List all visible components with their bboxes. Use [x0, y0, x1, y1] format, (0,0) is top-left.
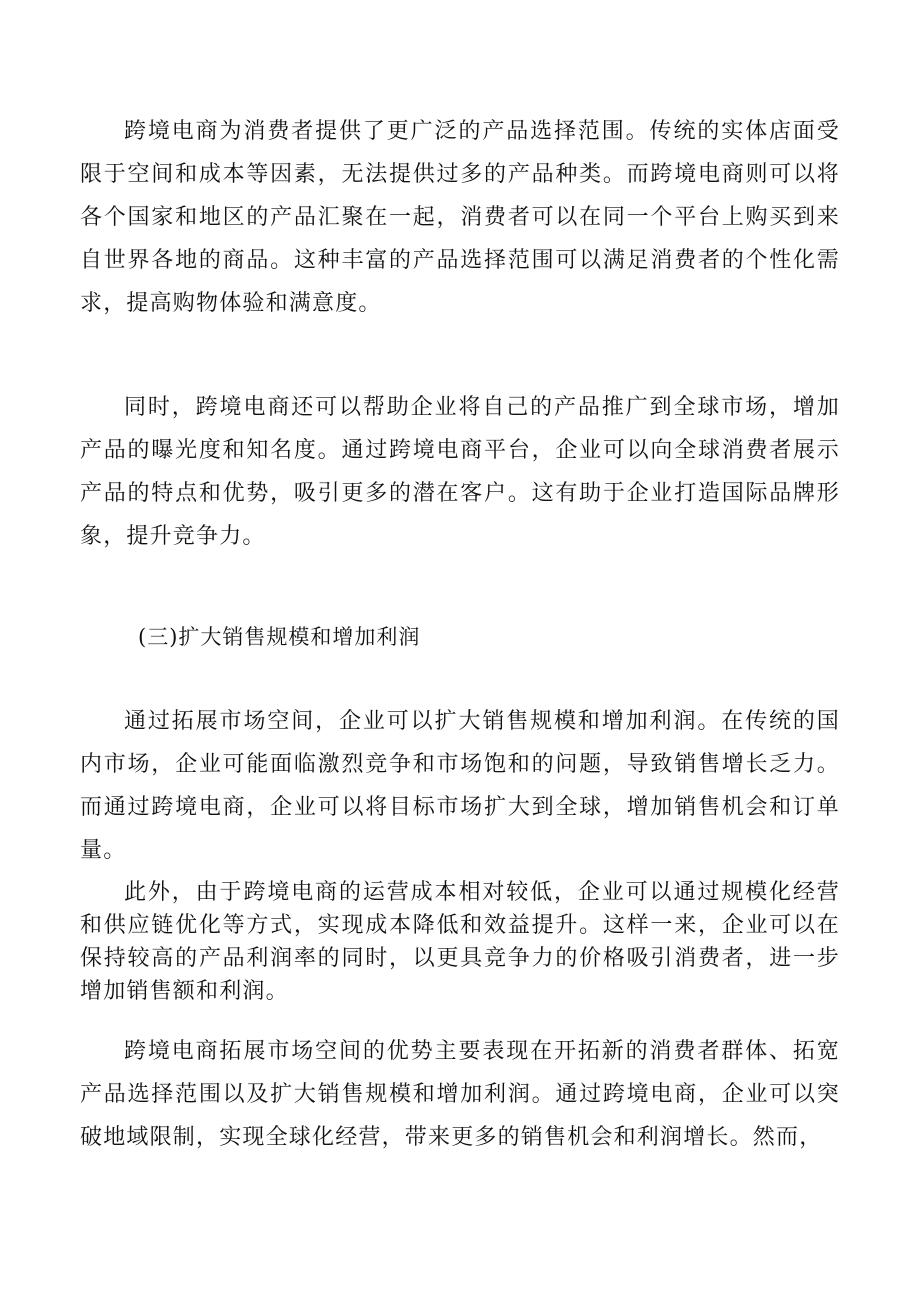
section-heading: (三)扩大销售规模和增加利润	[138, 625, 421, 649]
paragraph-global-promotion: 同时，跨境电商还可以帮助企业将自己的产品推广到全球市场，增加产品的曝光度和知名度。通过跨境电商平台，企业可以向全球消费者展示产品的特点和优势，吸引更多的潜在客户。这有助于企业打造国际品牌形象，提升竞争力。	[80, 395, 840, 549]
paragraph-summary: 跨境电商拓展市场空间的优势主要表现在开拓新的消费者群体、拓宽产品选择范围以及扩大销售规模和增加利润。通过跨境电商，企业可以突破地域限制，实现全球化经营，带来更多的销售机会和利润增长。然而，	[80, 1039, 840, 1150]
paragraph-product-range: 跨境电商为消费者提供了更广泛的产品选择范围。传统的实体店面受限于空间和成本等因素，无法提供过多的产品种类。而跨境电商则可以将各个国家和地区的产品汇聚在一起，消费者可以在同一个平台上购买到来自世界各地的商品。这种丰富的产品选择范围可以满足消费者的个性化需求，提高购物体验和满意度。	[80, 119, 840, 316]
paragraph-sales-scale: 通过拓展市场空间，企业可以扩大销售规模和增加利润。在传统的国内市场，企业可能面临激烈竞争和市场饱和的问题，导致销售增长乏力。而通过跨境电商，企业可以将目标市场扩大到全球，增加销售机会和订单量。	[80, 709, 840, 863]
paragraph-cost-advantage: 此外，由于跨境电商的运营成本相对较低，企业可以通过规模化经营和供应链优化等方式，实现成本降低和效益提升。这样一来，企业可以在保持较高的产品利润率的同时，以更具竞争力的价格吸引消费者，进一步增加销售额和利润。	[80, 880, 840, 1004]
